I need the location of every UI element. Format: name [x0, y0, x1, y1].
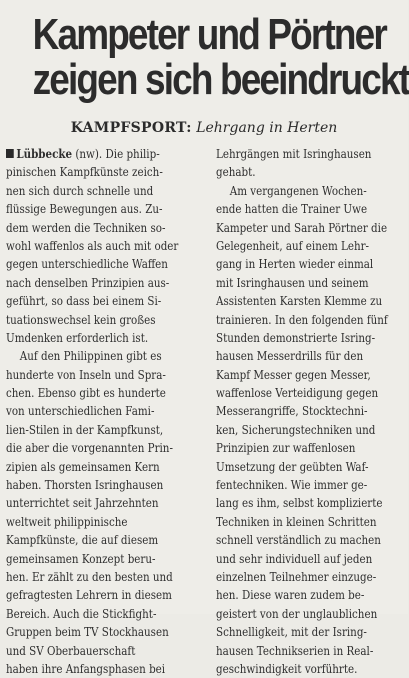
text-line: hen. Diese waren zudem be-	[216, 588, 365, 603]
text-line: geführt, so dass bei einem Si-	[6, 294, 162, 309]
text-line: tuationswechsel kein großes	[6, 312, 156, 327]
text-line: gang in Herten wieder einmal	[216, 257, 374, 272]
text-line: gefragtesten Lehrern in diesem	[6, 588, 172, 603]
text-line: pinischen Kampfkünste zeich-	[6, 165, 163, 180]
text-line: Stunden demonstrierte Isring-	[216, 330, 376, 345]
text-line: nach denselben Prinzipien aus-	[6, 275, 170, 290]
text-line: chen. Ebenso gibt es hunderte	[6, 386, 166, 401]
text-line: wohl waffenlos als auch mit oder	[6, 238, 179, 253]
text-line: Auf den Philippinen gibt es	[19, 349, 162, 364]
text-line: Lehrgängen mit Isringhausen	[216, 147, 372, 161]
text-line: Gelegenheit, auf einem Lehr-	[216, 238, 370, 253]
text-line: einzelnen Teilnehmer einzuge-	[216, 569, 377, 584]
text-line: weltweit philippinische	[6, 514, 128, 529]
text-line: Bereich. Auch die Stickfight-	[6, 606, 157, 621]
text-line: Schnelligkeit, mit der Isring-	[216, 625, 367, 640]
text-line: zipien als gemeinsamen Kern	[6, 459, 160, 474]
text-line: schnell verständlich zu machen	[216, 533, 381, 548]
text-line: Kampfkünste, die auf diesem	[6, 533, 159, 548]
kicker-topic: Lehrgang in Herten	[196, 120, 338, 136]
text-line: geistert von der unglaublichen	[216, 606, 378, 621]
text-line: gegen unterschiedliche Waffen	[6, 257, 168, 272]
text-line: gemeinsamen Konzept beru-	[6, 551, 156, 566]
headline-line-2: zeigen sich beeindruckt	[32, 55, 409, 104]
kicker	[0, 120, 408, 136]
text-line: lang es ihm, selbst komplizierte	[216, 496, 383, 511]
dateline-line	[6, 145, 176, 163]
text-line: geschwindigkeit vorführte.	[216, 661, 358, 676]
text-line: Umsetzung der geübten Waf-	[216, 459, 369, 474]
text-line: und sehr individuell auf jeden	[216, 551, 373, 566]
dateline-place: Lübbecke	[16, 147, 73, 161]
text-line: nen sich durch schnelle und	[6, 183, 154, 198]
text-line: hausen Messerdrills für den	[216, 349, 364, 364]
text-line: ende hatten die Trainer Uwe	[216, 202, 368, 217]
dateline-source: (nw).	[75, 147, 103, 161]
text-line: und SV Oberbauerschaft	[6, 643, 136, 658]
text-line: Gruppen beim TV Stockhausen	[6, 625, 169, 640]
text-line: von unterschiedlichen Fami-	[6, 404, 155, 419]
text-line: hen. Er zählt zu den besten und	[6, 569, 173, 584]
square-bullet-icon	[6, 149, 14, 158]
article-column-left	[6, 145, 204, 678]
text-line: Techniken in kleinen Schritten	[216, 514, 377, 529]
text-line: Prinzipien zur waffenlosen	[216, 441, 356, 456]
article-column-right	[216, 145, 406, 678]
text-line: gehabt.	[216, 165, 256, 180]
kicker-category: KAMPFSPORT:	[70, 120, 192, 136]
text-line: haben ihre Anfangsphasen bei	[6, 661, 166, 676]
text-line: lien-Stilen in der Kampfkunst,	[6, 422, 164, 437]
text-line: Kampf Messer gegen Messer,	[216, 367, 371, 382]
text-line: fentechniken. Wie immer ge-	[216, 478, 368, 493]
text-line: Kampeter und Sarah Pörtner die	[216, 220, 388, 235]
text-line: die aber die vorgenannten Prin-	[6, 441, 173, 456]
text-line: mit Isringhausen und seinem	[216, 275, 369, 290]
text-line: trainieren. In den folgenden fünf	[216, 312, 388, 327]
text-line: unterrichtet seit Jahrzehnten	[6, 496, 159, 511]
headline-line-1: Kampeter und Pörtner	[32, 10, 386, 59]
text-line: Am vergangenen Wochen-	[229, 183, 367, 198]
text-line: hunderte von Inseln und Spra-	[6, 367, 166, 382]
text-line: ken, Sicherungstechniken und	[216, 422, 376, 437]
text-line: Assistenten Karsten Klemme zu	[216, 294, 383, 309]
text-line: dem werden die Techniken so-	[6, 220, 166, 235]
text-line: hausen Technikserien in Real-	[216, 643, 374, 658]
text-line: haben. Thorsten Isringhausen	[6, 478, 164, 493]
first-line-tail: Die philip-	[105, 147, 160, 161]
text-line: Umdenken erforderlich ist.	[6, 330, 149, 345]
text-line: waffenlose Verteidigung gegen	[216, 386, 379, 401]
text-line: flüssige Bewegungen aus. Zu-	[6, 202, 163, 217]
text-line: Messerangriffe, Stocktechni-	[216, 404, 368, 419]
